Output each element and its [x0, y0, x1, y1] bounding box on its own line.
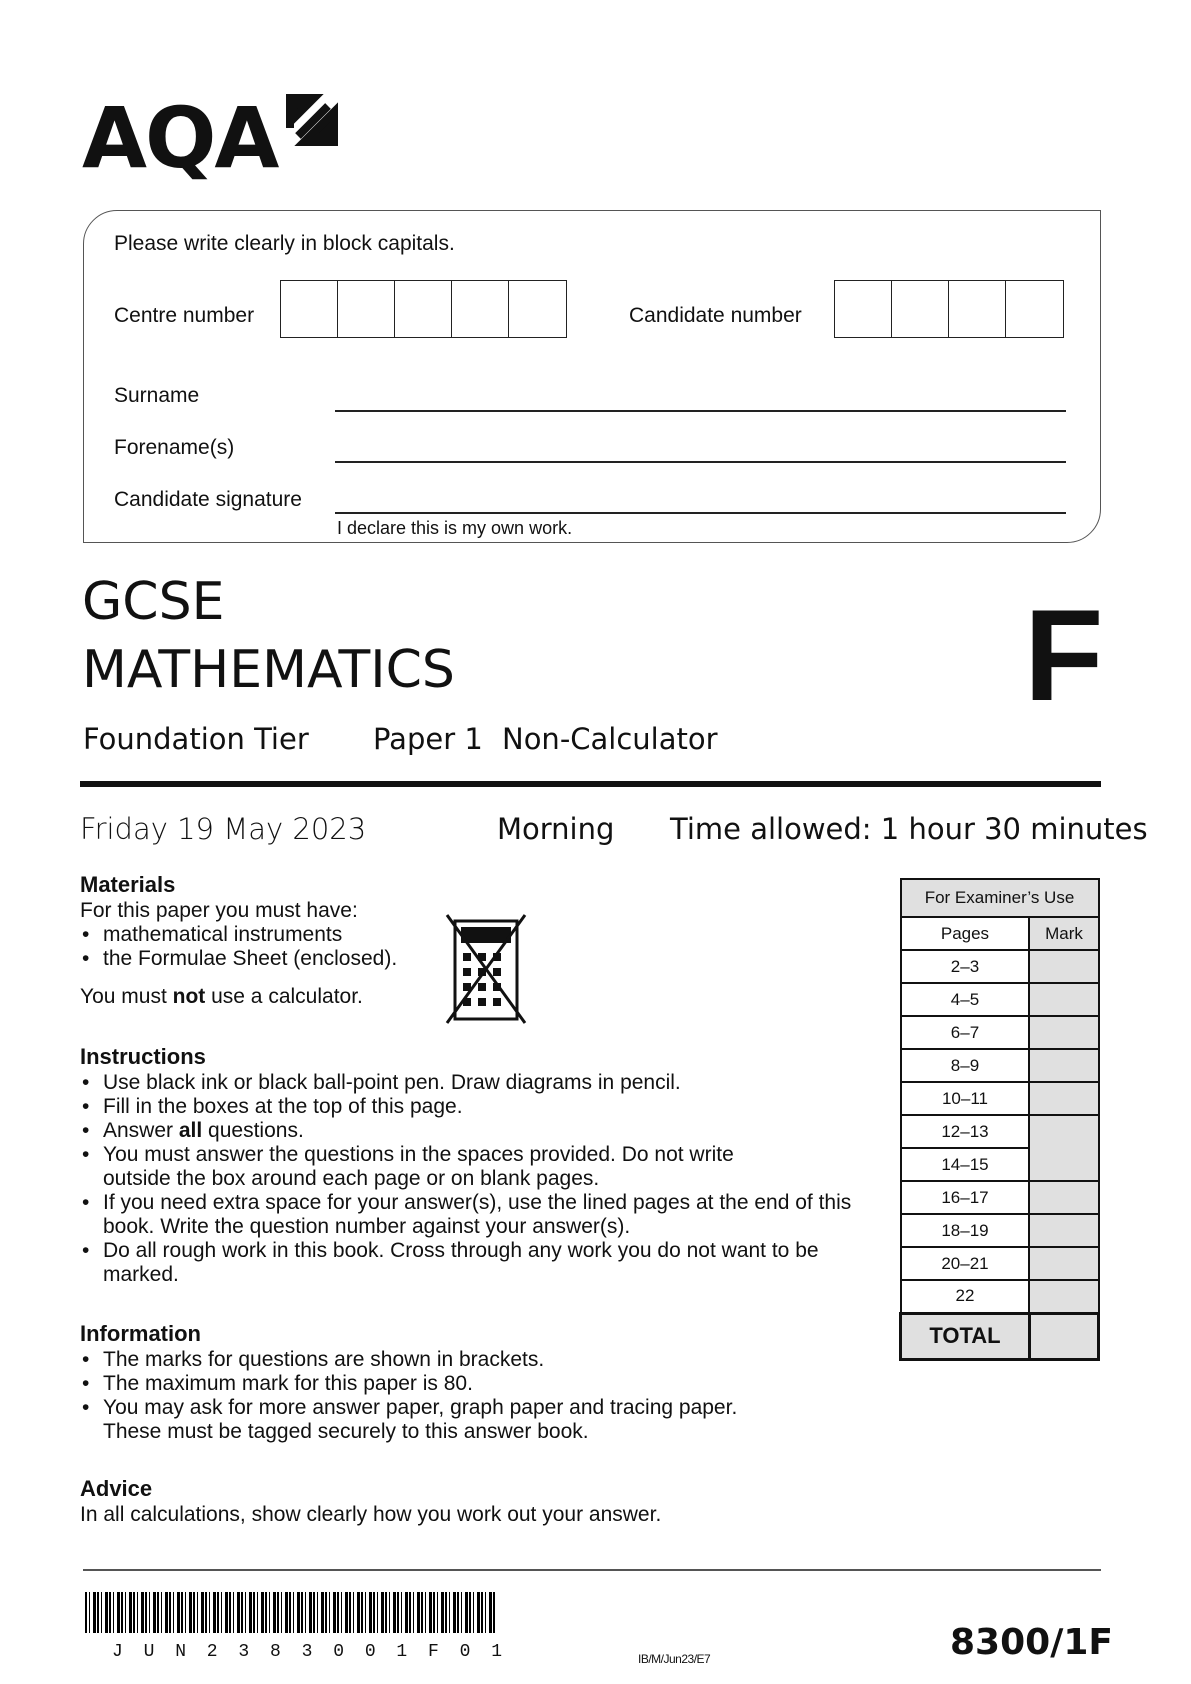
instructions-heading: Instructions [80, 1044, 206, 1069]
exam-session: Morning [497, 812, 615, 846]
examiner-table-title: For Examiner’s Use [901, 879, 1099, 917]
signature-input[interactable] [335, 512, 1066, 514]
mark-cell [1029, 950, 1098, 983]
information-item: • The marks for questions are shown in brackets. [80, 1348, 870, 1372]
instruction-item: • You must answer the questions in the spaces provided. Do not write outside the box around each page or on blank pages. [80, 1143, 800, 1191]
mark-cell [1029, 1016, 1098, 1049]
total-label: TOTAL [901, 1313, 1030, 1359]
advice-heading: Advice [80, 1476, 153, 1501]
pages-header: Pages [901, 917, 1030, 950]
forename-input[interactable] [335, 461, 1066, 463]
centre-number-label: Centre number [114, 304, 255, 327]
mark-cell [1029, 983, 1098, 1016]
pages-cell: 8–9 [901, 1049, 1030, 1082]
mark-cell [1029, 1049, 1098, 1082]
instruction-item: • If you need extra space for your answer(s), use the lined pages at the end of this book. Write the question number against your answer(s). [80, 1191, 870, 1239]
information-section [80, 1322, 870, 1444]
qualification-title: GCSE [82, 572, 225, 632]
declaration-text: I declare this is my own work. [337, 518, 573, 538]
pages-cell: 16–17 [901, 1181, 1030, 1214]
no-calculator-icon [443, 913, 529, 1025]
forename-label: Forename(s) [114, 436, 235, 459]
mark-cell [1029, 1082, 1098, 1115]
tier-letter: F [1024, 582, 1104, 728]
pages-cell: 2–3 [901, 950, 1030, 983]
materials-heading: Materials [80, 872, 176, 897]
mark-header: Mark [1029, 917, 1098, 950]
barcode [85, 1592, 495, 1633]
information-heading: Information [80, 1321, 201, 1346]
instruction-item: • Do all rough work in this book. Cross through any work you do not want to be marked. [80, 1239, 850, 1287]
total-mark-cell [1029, 1313, 1098, 1359]
mark-cell [1029, 1115, 1098, 1181]
paper-label: Paper 1 [373, 722, 483, 756]
advice-section [80, 1477, 870, 1527]
materials-item: • mathematical instruments [80, 923, 870, 947]
surname-label: Surname [114, 384, 200, 407]
barcode-text: J U N 2 3 8 3 0 0 1 F 0 1 [112, 1642, 508, 1662]
pages-cell: 6–7 [901, 1016, 1030, 1049]
calculator-note: You must not use a calculator. [80, 985, 363, 1008]
advice-text: In all calculations, show clearly how you work out your answer. [80, 1503, 662, 1526]
surname-input[interactable] [335, 410, 1066, 412]
candidate-number-label: Candidate number [629, 304, 802, 327]
mark-cell [1029, 1214, 1098, 1247]
mark-cell [1029, 1181, 1098, 1214]
aqa-logo: AQA [82, 92, 342, 184]
pages-cell: 4–5 [901, 983, 1030, 1016]
footer-divider [83, 1569, 1101, 1571]
signature-label: Candidate signature [114, 488, 302, 511]
pages-cell: 20–21 [901, 1247, 1030, 1280]
aqa-logo-mark-icon [284, 92, 340, 148]
title-divider [80, 781, 1101, 787]
instruction-item: • Use black ink or black ball-point pen. Draw diagrams in pencil. [80, 1071, 870, 1095]
pages-cell: 10–11 [901, 1082, 1030, 1115]
materials-intro: For this paper you must have: [80, 899, 358, 922]
information-item: • You may ask for more answer paper, graph paper and tracing paper. These must be tagged securely to this answer book. [80, 1396, 800, 1444]
information-item: • The maximum mark for this paper is 80. [80, 1372, 870, 1396]
examiner-use-table [899, 878, 1100, 1361]
pages-cell: 14–15 [901, 1148, 1030, 1181]
mark-cell [1029, 1247, 1098, 1280]
instruction-item: • Fill in the boxes at the top of this page. [80, 1095, 870, 1119]
instruction-item: • Answer all questions. [80, 1119, 870, 1143]
paper-reference: IB/M/Jun23/E7 [638, 1652, 711, 1666]
candidate-number-input[interactable] [834, 280, 1064, 338]
instructions-section [80, 1045, 870, 1287]
pages-cell: 22 [901, 1280, 1030, 1313]
pages-cell: 18–19 [901, 1214, 1030, 1247]
centre-number-input[interactable] [280, 280, 567, 338]
mark-cell [1029, 1280, 1098, 1313]
pages-cell: 12–13 [901, 1115, 1030, 1148]
form-instruction: Please write clearly in block capitals. [114, 232, 455, 255]
paper-code: 8300/1F [950, 1622, 1113, 1663]
exam-date: Friday 19 May 2023 [80, 812, 367, 846]
subject-title: MATHEMATICS [82, 640, 455, 700]
materials-item: • the Formulae Sheet (enclosed). [80, 947, 870, 971]
paper-type-label: Non-Calculator [502, 722, 718, 756]
time-allowed: Time allowed: 1 hour 30 minutes [670, 812, 1148, 846]
tier-label: Foundation Tier [83, 722, 309, 756]
